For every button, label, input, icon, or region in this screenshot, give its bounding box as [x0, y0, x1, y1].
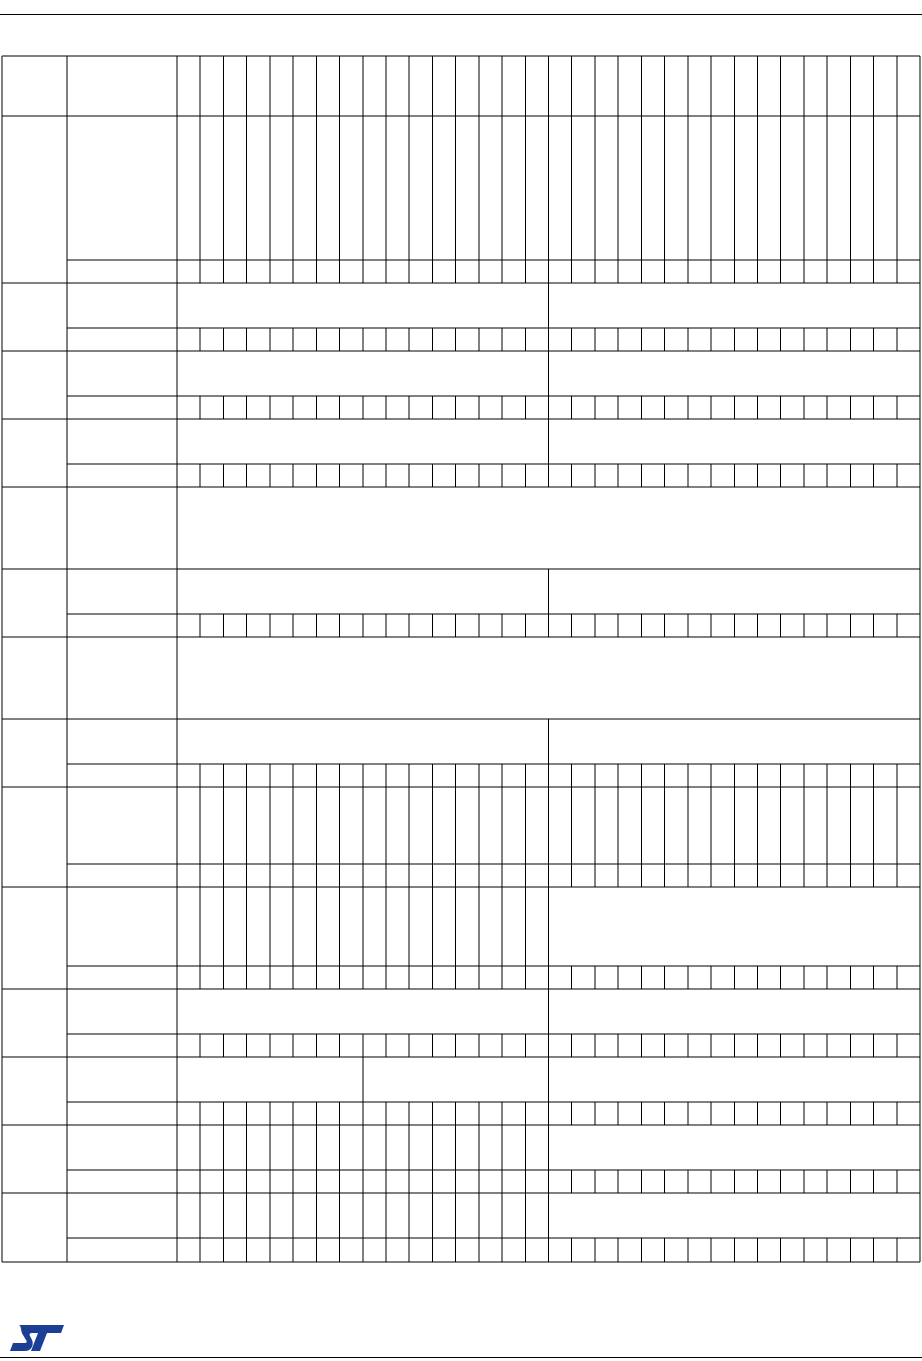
footer-rule: [0, 1357, 922, 1358]
st-logo-mark: [10, 1325, 64, 1351]
st-logo: [8, 1322, 66, 1354]
